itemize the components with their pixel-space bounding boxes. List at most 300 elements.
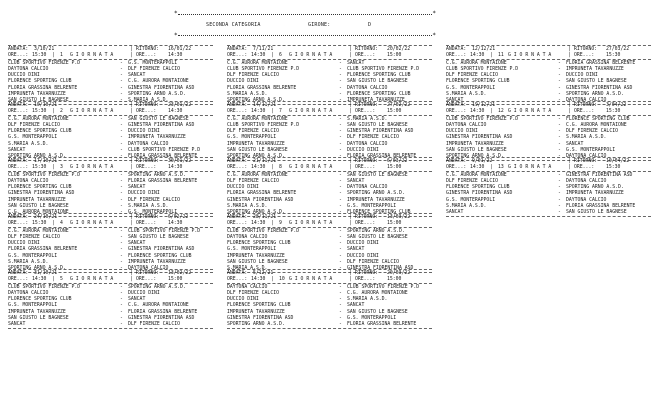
match-separator: - (558, 203, 561, 209)
away-team: SAN GIUSTO LE BAGNESE (347, 123, 408, 129)
ritorno-date: 27/03/22 (606, 46, 630, 52)
home-team: FLORENCE SPORTING CLUB (227, 241, 291, 247)
match-separator: - (339, 117, 342, 122)
match-list (8, 116, 213, 160)
away-team: CLUB SPORTIVO FIRENZE P.D (347, 285, 420, 290)
ritorno-label: RITORNO: (355, 158, 379, 164)
away-team: SANCAT (128, 297, 146, 303)
home-team: SPORTING ARNO A.S.D. (227, 321, 285, 327)
andata-label: ANDATA: (227, 46, 248, 52)
away-team: FLORIA GRASSINA BELRENTE (566, 203, 636, 209)
home-team: SAN GIUSTO LE BAGNESE (227, 147, 288, 153)
home-team: CLUB SPORTIVO FIRENZE P.D (446, 117, 519, 122)
ritorno-date: 23/01/22 (168, 102, 192, 108)
away-team: SAN GIUSTO LE BAGNESE (128, 235, 189, 241)
away-team: SAN GIUSTO LE BAGNESE (347, 235, 408, 241)
andata-time-label: ORE...: (227, 165, 248, 170)
match-separator: - (558, 61, 561, 66)
giornata-label: G I O R N A T A (70, 165, 114, 170)
home-team: G.S. MONTERAPPOLI (446, 197, 496, 203)
home-team: SANCAT (8, 321, 26, 327)
away-team: DLF FIRENZE CALCIO (347, 259, 399, 265)
round-card (8, 101, 213, 161)
home-team: IMPRUNETA TAVARNUZZE (8, 91, 66, 97)
match-list (227, 116, 432, 160)
ore-row (8, 277, 213, 284)
home-team: G.S. MONTERAPPOLI (8, 303, 58, 309)
away-team: SPORTING ARNO A.S.D. (128, 91, 186, 97)
andata-time: 14:30 (470, 165, 485, 170)
home-team: DLF FIRENZE CALCIO (446, 179, 498, 185)
ritorno-time: 15:30 (606, 109, 621, 114)
column-divider: | (130, 109, 133, 114)
andata-date: 21/11/21 (253, 158, 277, 164)
away-team: IMPRUNETA TAVARNUZZE (347, 197, 405, 203)
away-team: C.G. AURORA MONTAIONE (347, 291, 408, 297)
match-row (446, 210, 651, 216)
andata-time: 15:30 (32, 165, 47, 170)
away-team: SAN GIUSTO LE BAGNESE (347, 309, 408, 315)
match-separator: - (120, 67, 123, 73)
home-team: GINESTRA FIORENTINA ASD (8, 191, 75, 197)
home-team: FLORENCE SPORTING CLUB (8, 185, 72, 191)
ritorno-time: 15:00 (168, 277, 183, 282)
away-team: DAYTONA CALCIO (347, 85, 388, 91)
home-team: G.S. MONTERAPPOLI (227, 135, 277, 141)
match-separator: - (120, 97, 123, 103)
home-team: DUCCIO DINI (8, 241, 40, 247)
match-separator: - (120, 241, 123, 247)
away-team: DAYTONA CALCIO (566, 153, 607, 159)
match-separator: - (120, 209, 123, 215)
ritorno-label: RITORNO: (355, 102, 379, 108)
home-team: IMPRUNETA TAVARNUZZE (8, 197, 66, 203)
match-separator: - (120, 129, 123, 135)
star-ornament: * (432, 32, 436, 39)
match-separator: - (339, 135, 342, 141)
ore-row (446, 53, 651, 60)
andata-time-label: ORE...: (446, 53, 467, 58)
star-ornament: * (174, 32, 178, 39)
column-divider: | (568, 158, 571, 164)
home-team: G.S. MONTERAPPOLI (227, 247, 277, 253)
giornata-label: G I O R N A T A (508, 53, 552, 58)
andata-time-label: ORE...: (227, 277, 248, 282)
home-team: DLF FIRENZE CALCIO (227, 179, 279, 185)
round-number: 9 (279, 221, 282, 226)
home-team: SPORTING ARNO A.S.D. (8, 265, 66, 271)
away-team: DLF FIRENZE CALCIO (128, 321, 180, 327)
round-card (227, 101, 432, 161)
round-number: 1 (60, 53, 63, 58)
giornata-label: G I O R N A T A (508, 165, 552, 170)
column-divider: | (271, 277, 274, 282)
away-team: FLORENCE SPORTING CLUB (347, 73, 411, 79)
giornata-label: G I O R N A T A (70, 221, 114, 226)
star-ornament: * (174, 10, 178, 17)
match-separator: - (339, 97, 342, 103)
ritorno-label: RITORNO: (574, 158, 598, 164)
column-divider: | (130, 46, 133, 52)
match-separator: - (120, 309, 123, 315)
andata-time-label: ORE...: (8, 53, 29, 58)
home-team: FLORENCE SPORTING CLUB (446, 79, 510, 85)
match-separator: - (120, 91, 123, 97)
match-list (227, 228, 432, 272)
ritorno-label: RITORNO: (136, 102, 160, 108)
match-separator: - (120, 315, 123, 321)
column-divider: | (490, 53, 493, 58)
away-team: SANCAT (347, 247, 365, 253)
home-team: DUCCIO DINI (227, 79, 259, 85)
match-separator: - (558, 91, 561, 97)
andata-time: 15:30 (32, 221, 47, 226)
away-team: G.S. MONTERAPPOLI (566, 147, 616, 153)
match-separator: - (120, 321, 123, 327)
column-divider: | (52, 53, 55, 58)
ritorno-time: 15:00 (387, 109, 402, 114)
home-team: DAYTONA CALCIO (446, 123, 487, 129)
giornata-label: G I O R N A T A (289, 221, 333, 226)
andata-label: ANDATA: (446, 158, 467, 164)
home-team: C.G. AURORA MONTAIONE (227, 117, 288, 122)
andata-label: ANDATA: (8, 214, 29, 220)
giornata-label: G I O R N A T A (289, 53, 333, 58)
andata-date: 28/11/21 (253, 214, 277, 220)
ore-row (446, 109, 651, 116)
round-card (8, 269, 213, 329)
away-team: FLORIA GRASSINA BELRENTE (128, 309, 198, 315)
away-team: G.S. MONTERAPPOLI (128, 61, 178, 66)
andata-time-label: ORE...: (227, 221, 248, 226)
away-team: SPORTING ARNO A.S.D. (347, 191, 405, 197)
match-separator: - (558, 191, 561, 197)
away-team: SPORTING ARNO A.S.D. (128, 173, 186, 178)
andata-time: 14:30 (251, 53, 266, 58)
home-team: GINESTRA FIORENTINA ASD (227, 315, 294, 321)
home-team: SANCAT (8, 147, 26, 153)
home-team: DLF FIRENZE CALCIO (446, 73, 498, 79)
andata-time-label: ORE...: (446, 165, 467, 170)
home-team: S.MARIA A.S.D. (227, 203, 268, 209)
away-team: S.MARIA A.S.D. (128, 97, 169, 103)
ritorno-time-label: ORE...: (136, 165, 157, 170)
ritorno-date: 30/01/22 (168, 158, 192, 164)
away-team: GINESTRA FIORENTINA ASD (128, 315, 195, 321)
home-team: DAYTONA CALCIO (227, 235, 268, 241)
home-team: CLUB SPORTIVO FIRENZE P.D (446, 67, 519, 73)
home-team: CLUB SPORTIVO FIRENZE P.D (227, 67, 300, 73)
match-separator: - (558, 209, 561, 215)
away-team: FLORENCE SPORTING CLUB (128, 253, 192, 259)
match-separator: - (558, 129, 561, 135)
ritorno-time-label: ORE...: (136, 221, 157, 226)
away-team: FLORIA GRASSINA BELRENTE (347, 321, 417, 327)
column-divider: | (349, 277, 352, 282)
home-team: DAYTONA CALCIO (227, 285, 268, 290)
round-card (227, 269, 432, 329)
away-team: C.G. AURORA MONTAIONE (128, 79, 189, 85)
home-team: SPORTING ARNO A.S.D. (227, 153, 285, 159)
match-separator: - (339, 285, 342, 290)
andata-time-label: ORE...: (8, 109, 29, 114)
home-team: CLUB SPORTIVO FIRENZE P.D (8, 285, 81, 290)
andata-time-label: ORE...: (8, 221, 29, 226)
match-separator: - (339, 203, 342, 209)
home-team: CLUB SPORTIVO FIRENZE P.D (227, 123, 300, 129)
ritorno-date: 3/04/22 (606, 102, 627, 108)
home-team: SAN GIUSTO LE BAGNESE (227, 259, 288, 265)
away-team: CLUB SPORTIVO FIRENZE P.D (128, 147, 201, 153)
ore-row (8, 165, 213, 172)
home-team: DLF FIRENZE CALCIO (8, 235, 60, 241)
column-divider: | (349, 221, 352, 226)
column-divider: | (271, 165, 274, 170)
away-team: GINESTRA FIORENTINA ASD (566, 85, 633, 91)
home-team: G.S. MONTERAPPOLI (8, 253, 58, 259)
andata-time: 14:30 (32, 277, 47, 282)
andata-label: ANDATA: (227, 270, 248, 276)
match-separator: - (339, 229, 342, 234)
home-team: DAYTONA CALCIO (8, 67, 49, 73)
away-team: SANCAT (128, 241, 146, 247)
home-team: FLORIA GRASSINA BELRENTE (227, 85, 297, 91)
match-separator: - (120, 73, 123, 79)
away-team: SAN GIUSTO LE BAGNESE (347, 79, 408, 85)
round-card (446, 101, 651, 161)
match-separator: - (120, 291, 123, 297)
ritorno-date: 6/02/22 (168, 214, 189, 220)
match-separator: - (120, 141, 123, 147)
home-team: C.G. AURORA MONTAIONE (227, 61, 288, 66)
column-divider: | (271, 53, 274, 58)
ritorno-date: 27/02/22 (387, 102, 411, 108)
match-separator: - (558, 117, 561, 122)
andata-date: 7/11/21 (253, 46, 274, 52)
away-team: S.MARIA A.S.D. (566, 135, 607, 141)
match-separator: - (120, 259, 123, 265)
ritorno-label: RITORNO: (574, 102, 598, 108)
match-separator: - (120, 179, 123, 185)
round-number: 7 (279, 109, 282, 114)
match-separator: - (558, 197, 561, 203)
match-separator: - (120, 235, 123, 241)
away-team: S.MARIA A.S.D. (347, 297, 388, 303)
andata-label: ANDATA: (227, 158, 248, 164)
away-team: IMPRUNETA TAVARNUZZE (347, 97, 405, 103)
home-team: IMPRUNETA TAVARNUZZE (8, 309, 66, 315)
home-team: CLUB SPORTIVO FIRENZE P.D (8, 173, 81, 178)
andata-time: 14:30 (251, 165, 266, 170)
andata-label: ANDATA: (446, 102, 467, 108)
away-team: CLUB SPORTIVO FIRENZE P.D (347, 67, 420, 73)
andata-time-label: ORE...: (446, 109, 467, 114)
match-separator: - (339, 321, 342, 327)
star-ornament: * (432, 10, 436, 17)
home-team: CLUB SPORTIVO FIRENZE P.D (8, 61, 81, 66)
ritorno-time-label: ORE...: (574, 109, 595, 114)
round-number: 2 (60, 109, 63, 114)
match-separator: - (339, 209, 342, 215)
home-team: DUCCIO DINI (446, 129, 478, 135)
round-number: 12 (498, 109, 504, 114)
away-team: GINESTRA FIORENTINA ASD (347, 129, 414, 135)
home-team: DAYTONA CALCIO (8, 291, 49, 297)
match-separator: - (120, 203, 123, 209)
away-team: CLUB SPORTIVO FIRENZE P.D (128, 229, 201, 234)
andata-label: ANDATA: (8, 158, 29, 164)
ritorno-date: 20/03/22 (387, 270, 411, 276)
column-divider: | (349, 158, 352, 164)
match-separator: - (339, 123, 342, 129)
andata-label: ANDATA: (227, 102, 248, 108)
ritorno-date: 6/03/22 (387, 158, 408, 164)
ritorno-label: RITORNO: (136, 158, 160, 164)
match-separator: - (558, 173, 561, 178)
match-separator: - (339, 61, 342, 66)
away-team: SANCAT (347, 61, 365, 66)
match-separator: - (339, 309, 342, 315)
andata-time-label: ORE...: (227, 53, 248, 58)
ritorno-time-label: ORE...: (355, 277, 376, 282)
column-divider: | (130, 102, 133, 108)
column-divider: | (568, 165, 571, 170)
match-separator: - (120, 79, 123, 85)
column-divider: | (52, 221, 55, 226)
giornata-label: G I O R N A T A (70, 53, 114, 58)
ore-row (227, 109, 432, 116)
home-team: SANCAT (446, 97, 464, 103)
match-separator: - (120, 147, 123, 153)
group-value: D (368, 22, 372, 28)
match-list (227, 60, 432, 104)
away-team: DAYTONA CALCIO (566, 179, 607, 185)
andata-label: ANDATA: (8, 102, 29, 108)
away-team: SANCAT (347, 179, 365, 185)
home-team: SAN GIUSTO LE BAGNESE (8, 97, 69, 103)
home-team: CLUB SPORTIVO FIRENZE P.D (227, 229, 300, 234)
home-team: C.G. AURORA MONTAIONE (227, 173, 288, 178)
away-team: DAYTONA CALCIO (128, 265, 169, 271)
ritorno-label: RITORNO: (355, 270, 379, 276)
away-team: GINESTRA FIORENTINA ASD (128, 247, 195, 253)
column-divider: | (568, 46, 571, 52)
ritorno-date: 16/01/22 (168, 46, 192, 52)
away-team: DUCCIO DINI (347, 253, 379, 259)
away-team: SPORTING ARNO A.S.D. (566, 91, 624, 97)
match-separator: - (558, 79, 561, 85)
round-number: 3 (60, 165, 63, 170)
away-team: C.G. AURORA MONTAIONE (566, 123, 627, 129)
ritorno-label: RITORNO: (136, 270, 160, 276)
match-separator: - (339, 315, 342, 321)
home-team: FLORIA GRASSINA BELRENTE (8, 85, 78, 91)
schedule-header (174, 10, 436, 39)
match-separator: - (558, 153, 561, 159)
match-list (227, 284, 432, 328)
away-team: DLF FIRENZE CALCIO (128, 197, 180, 203)
home-team: SPORTING ARNO A.S.D. (446, 153, 504, 159)
away-team: DLF FIRENZE CALCIO (347, 135, 399, 141)
home-team: SAN GIUSTO LE BAGNESE (8, 315, 69, 321)
match-separator: - (120, 185, 123, 191)
ritorno-time: 15:00 (387, 277, 402, 282)
away-team: FLORIA GRASSINA BELRENTE (566, 61, 636, 66)
match-separator: - (120, 253, 123, 259)
home-team: G.S. MONTERAPPOLI (8, 135, 58, 141)
ritorno-time-label: ORE...: (136, 53, 157, 58)
away-team: SAN GIUSTO LE BAGNESE (566, 209, 627, 215)
match-row (227, 322, 432, 328)
away-team: FLORIA GRASSINA BELRENTE (128, 153, 198, 159)
andata-label: ANDATA: (227, 214, 248, 220)
category-title: SECONDA CATEGORIA (206, 22, 261, 28)
ore-row (8, 221, 213, 228)
round-card (8, 45, 213, 105)
match-separator: - (339, 191, 342, 197)
column-divider: | (568, 53, 571, 58)
ritorno-time-label: ORE...: (574, 165, 595, 170)
match-separator: - (558, 179, 561, 185)
match-row (8, 322, 213, 328)
column-divider: | (349, 46, 352, 52)
match-list (8, 228, 213, 272)
away-team: SANCAT (128, 185, 146, 191)
away-team: S.MARIA A.S.D. (347, 117, 388, 122)
home-team: S.MARIA A.S.D. (8, 141, 49, 147)
ore-row (446, 165, 651, 172)
away-team: FLORENCE SPORTING CLUB (347, 209, 411, 215)
away-team: G.S. MONTERAPPOLI (128, 209, 178, 215)
ritorno-time: 15:00 (387, 53, 402, 58)
round-card (446, 45, 651, 105)
match-separator: - (558, 67, 561, 73)
home-team: C.G. AURORA MONTAIONE (8, 209, 69, 215)
ritorno-label: RITORNO: (355, 46, 379, 52)
match-separator: - (120, 153, 123, 159)
andata-date: 24/10/21 (34, 214, 58, 220)
ritorno-time: 14:30 (168, 221, 183, 226)
match-separator: - (120, 135, 123, 141)
match-separator: - (120, 265, 123, 271)
home-team: C.G. AURORA MONTAIONE (8, 117, 69, 122)
home-team: C.G. AURORA MONTAIONE (446, 173, 507, 178)
home-team: DLF FIRENZE CALCIO (227, 73, 279, 79)
ore-row (227, 277, 432, 284)
home-team: C.G. AURORA MONTAIONE (446, 61, 507, 66)
ritorno-time: 15:00 (387, 165, 402, 170)
match-separator: - (339, 173, 342, 178)
andata-time: 14:30 (251, 277, 266, 282)
match-separator: - (120, 191, 123, 197)
match-separator: - (339, 67, 342, 73)
home-team: IMPRUNETA TAVARNUZZE (227, 309, 285, 315)
match-separator: - (120, 247, 123, 253)
match-separator: - (339, 141, 342, 147)
column-divider: | (130, 270, 133, 276)
home-team: SPORTING ARNO A.S.D. (227, 209, 285, 215)
home-team: C.G. AURORA MONTAIONE (8, 229, 69, 234)
ritorno-label: RITORNO: (574, 46, 598, 52)
away-team: SAN GIUSTO LE BAGNESE (566, 79, 627, 85)
home-team: SPORTING ARNO A.S.D. (227, 97, 285, 103)
column-divider: | (490, 165, 493, 170)
match-list (446, 172, 651, 216)
card-bottom-rule (446, 216, 651, 217)
match-separator: - (558, 185, 561, 191)
ritorno-time: 14:30 (168, 53, 183, 58)
round-card (446, 157, 651, 217)
